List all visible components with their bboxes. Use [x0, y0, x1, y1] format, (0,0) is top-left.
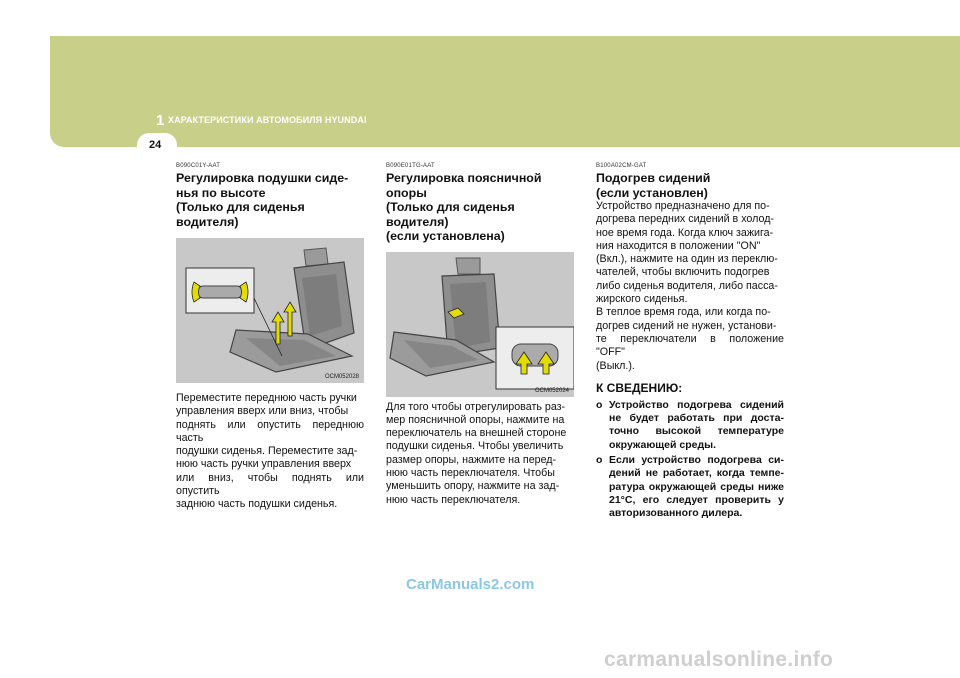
- chapter-number: 1: [156, 112, 165, 129]
- seat-illustration-icon: [176, 238, 364, 383]
- figure-code: OCM052024: [534, 387, 569, 394]
- chapter-title: ХАРАКТЕРИСТИКИ АВТОМОБИЛЯ HYUNDAI: [168, 115, 367, 125]
- section-body: Переместите переднюю часть ручки управления вверх или вниз, чтобы поднять или опустить переднюю часть подушки сиденья. Переместите зад- нюю часть ручки управления вверх или вниз, чтобы поднять или опустить заднюю часть подушки сиденья.: [176, 392, 364, 511]
- section-code: B100A02CM-GAT: [596, 163, 647, 169]
- lumbar-figure: [386, 252, 574, 397]
- notice-text: Устройство подогрева сидений не будет работать при доста-точно высокой температуре окружающей среды.: [609, 398, 784, 451]
- page-number: 24: [149, 139, 162, 151]
- section-heading: Регулировка поясничной опоры (Только для сиденья водителя) (если установлена): [386, 171, 542, 243]
- column-seat-heater: [596, 163, 784, 523]
- notice-item: [596, 399, 784, 452]
- section-heading: Подогрев сидений (если установлен): [596, 171, 711, 200]
- notice-item: [596, 454, 784, 520]
- notice-text: Если устройство подогрева си-дений не работает, когда темпе-ратура окружающей среды ниже 21°C, его следует проверить у авторизованного дилера.: [609, 454, 784, 520]
- section-body: Устройство предназначено для по- догрева передних сидений в холод- ное время года. Когда ключ зажига- ния находится в положении "ON" (Вкл.), нажмите на один из переклю- чателей, чтобы включить подогрев либо сиденья водителя, либо пасса- жирского сиденья. В теплое время года, или когда по- догрев сидений не нужен, установи- те переключатели в положение "OFF" (Выкл.).: [596, 200, 784, 372]
- bullet-icon: o: [596, 454, 603, 467]
- section-body: Для того чтобы отрегулировать раз- мер поясничной опоры, нажмите на переключатель на внешней стороне подушки сиденья. Чтобы увеличить размер опоры, нажмите на перед- нюю часть переключателя. Чтобы уменьшить опору, нажмите на зад- нюю часть переключателя.: [386, 400, 567, 506]
- section-code: B090E01TG-AAT: [386, 163, 435, 169]
- seat-illustration-icon: [386, 252, 574, 397]
- bullet-icon: o: [596, 398, 603, 411]
- section-code: B090C01Y-AAT: [176, 163, 221, 169]
- footer-watermark: carmanualsonline.info: [604, 648, 834, 671]
- watermark-link[interactable]: CarManuals2.com: [406, 576, 535, 593]
- section-heading: Регулировка подушки сиде- нья по высоте (Только для сиденья водителя): [176, 171, 349, 229]
- chapter-banner: [50, 36, 960, 147]
- column-seat-height: [176, 163, 364, 512]
- seat-height-figure: [176, 238, 364, 383]
- figure-code: OCM052028: [324, 374, 359, 380]
- notice-title: К СВЕДЕНИЮ:: [596, 380, 683, 395]
- column-lumbar-support: [386, 163, 574, 507]
